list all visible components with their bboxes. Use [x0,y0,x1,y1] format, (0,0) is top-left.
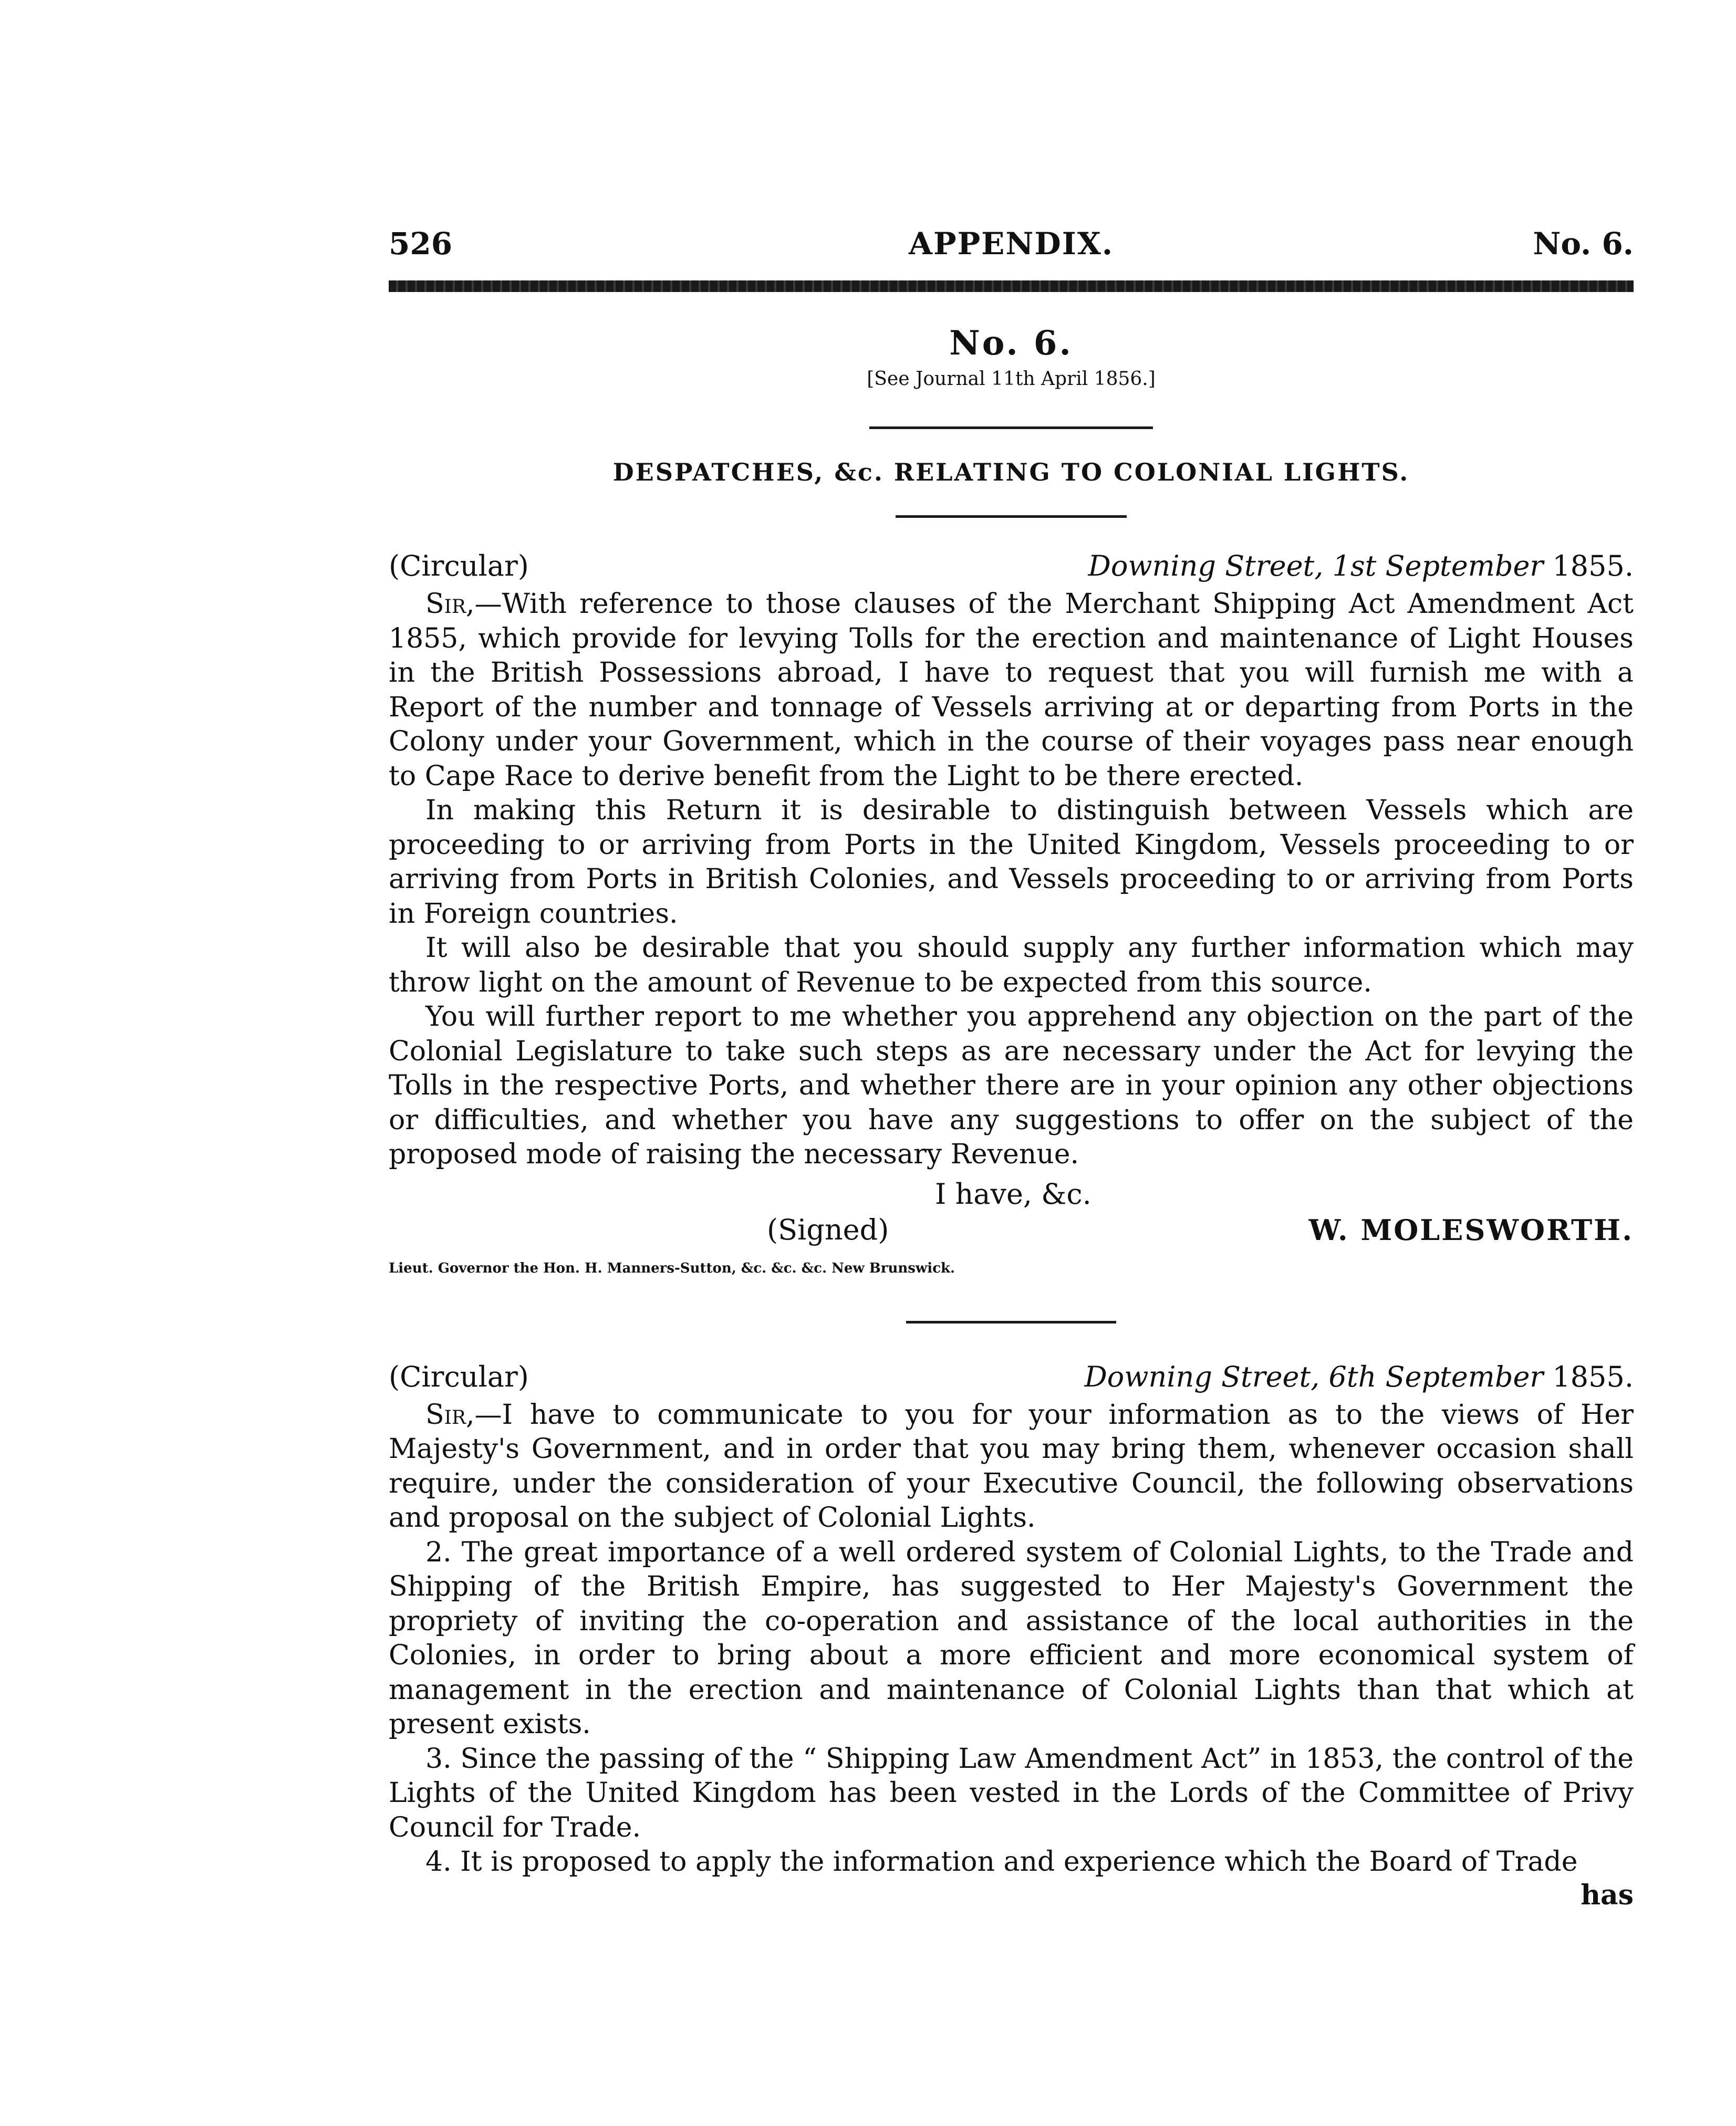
letter-paragraph: 4. It is proposed to apply the information and experience which the Board of Trade [425,1846,1578,1878]
document-page [389,226,1634,1911]
letter-place-date-text: Downing Street, 1st September [1088,549,1544,582]
letter-place-date [1088,549,1634,582]
paragraph-text: —With reference to those clauses of the Merchant Shipping Act Amendment Act 1855, which provide for levying Tolls for the erection and maintenance of Light Houses in the British Possessions abroad, I have to request that you will furnish me with a Report of the number and tonnage of Vessels arriving at or departing from Ports in the Colony under your Government, which in the course of their voyages pass near enough to Cape Race to derive benefit from the Light to be there erected. [389,588,1634,792]
letter-place-date [1084,1360,1634,1393]
running-head-title: APPENDIX. [908,226,1114,262]
letter-type: (Circular) [389,549,529,582]
letter-paragraph: 3. Since the passing of the “ Shipping Law Amendment Act” in 1853, the control of the Lights of the United Kingdom has been vested in the Lords of the Committee of Privy Council for Trade. [389,1743,1634,1843]
letter-paragraph: In making this Return it is desirable to distinguish between Vessels which are proceeding to or arriving from Ports in the United Kingdom, Vessels proceeding to or arriving from Ports in British Colonies, and Vessels proceeding to or arriving from Ports in Foreign countries. [389,795,1634,930]
letter-place-date-text: Downing Street, 6th September [1084,1360,1544,1393]
document-number: No. 6. [949,324,1073,363]
closing-phrase: I have, &c. [935,1177,1092,1211]
title-rule-top [869,426,1153,429]
signed-label: (Signed) [767,1213,889,1246]
letter-year: 1855. [1552,1360,1634,1393]
salutation: Sir, [425,1399,475,1431]
salutation: Sir, [425,588,475,620]
letter-paragraph [389,587,1634,794]
letter-separator-rule [906,1321,1116,1323]
catchword: has [1581,1879,1634,1911]
letter-year: 1855. [1552,549,1634,582]
letter-paragraph [389,1398,1634,1536]
paragraph-text: —I have to communicate to you for your information as to the views of Her Majesty's Government, and in order that you may bring them, whenever occasion shall require, under the consideration of your Executive Council, the following observations and proposal on the subject of Colonial Lights. [389,1399,1634,1534]
page-number: 526 [389,226,453,262]
letter-heading [389,1360,1634,1398]
letter-second [389,1360,1634,1911]
section-title: DESPATCHES, &c. RELATING TO COLONIAL LIGHTS. [612,458,1410,486]
letter-paragraph: You will further report to me whether you apprehend any objection on the part of the Colonial Legislature to take such steps as are necessary under the Act for levying the Tolls in the respective Ports, and whether there are in your opinion any other objections or difficulties, and whether you have any suggestions to offer on the subject of the proposed mode of raising the necessary Revenue. [389,1001,1634,1170]
letter-paragraph: 2. The great importance of a well ordered system of Colonial Lights, to the Trade and Shipping of the British Empire, has suggested to Her Majesty's Government the propriety of inviting the co-operation and assistance of the local authorities in the Colonies, in order to bring about a more efficient and more economical system of management in the erection and maintenance of Colonial Lights than that which at present exists. [389,1536,1634,1740]
journal-reference: [See Journal 11th April 1856.] [867,368,1156,390]
addressee: Lieut. Governor the Hon. H. Manners-Sutton, &c. &c. &c. New Brunswick. [389,1260,955,1276]
title-rule-bottom [896,515,1127,518]
letter-type: (Circular) [389,1360,529,1393]
running-head-document-number: No. 6. [1533,226,1634,262]
letter-first [389,549,1634,1276]
letter-heading [389,549,1634,587]
running-head [389,226,1634,278]
signatory-name: W. MOLESWORTH. [1308,1213,1634,1247]
header-rule [389,280,1634,292]
letter-closing [389,1177,1634,1256]
letter-paragraph: It will also be desirable that you should supply any further information which may throw light on the amount of Revenue to be expected from this source. [389,932,1634,998]
